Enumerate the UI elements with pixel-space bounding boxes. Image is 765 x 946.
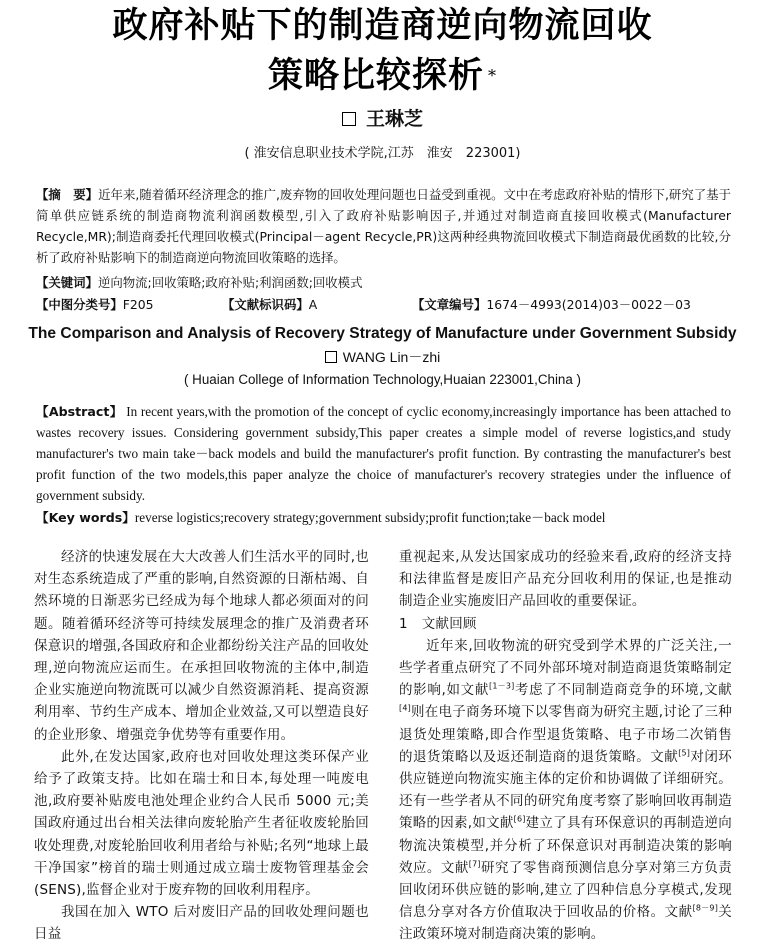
keywords-cn-label: 【关键词】	[36, 275, 98, 290]
clc-label: 【中图分类号】	[36, 297, 123, 312]
text-run: 建立了具有环保意识的再制造逆向物流决策模型,并分析了环保意识对再制造决策的影响效应。文献	[399, 815, 733, 876]
section-heading	[399, 613, 732, 635]
title-line-1: 政府补贴下的制造商逆向物流回收	[112, 5, 653, 46]
affiliation-en: ( Huaian College of Information Technology,Huaian 223001,China )	[183, 372, 581, 387]
body-paragraph: 经济的快速发展在大大改善人们生活水平的同时,也对生态系统造成了严重的影响,自然资源的日渐枯竭、自然环境的日渐恶劣已经成为每个地球人都必须面对的问题。随着循环经济等可持续发展理念的推广及消费者环保意识的增强,各国政府和企业都纷纷关注产品的回收处理,逆向物流应运而生。在承担回收物流的主体中,制造企业实施逆向物流既可以减少自然资源消耗、提高资源利用率、节约生产成本、增加企业效益,又可以塑造良好的企业形象、增强竞争优势等有重要作用。	[34, 549, 369, 743]
doc-code-label: 【文献标识码】	[222, 297, 309, 312]
affiliation-cn: ( 淮安信息职业技术学院,江苏 淮安 223001)	[244, 146, 521, 161]
citation: [6]	[513, 814, 526, 824]
text-run: 研究了零售商预测信息分享对第三方负责回收闭环供应链的影响,建立了四种信息分享模式,发现信息分享对各方价值取决于回收品的价格。文献	[399, 859, 732, 921]
keywords-en-label: 【Key words】	[36, 510, 135, 525]
title-line-2-text: 策略比较探析	[267, 55, 484, 96]
classification-meta	[36, 294, 731, 315]
text-run: 对闭环供应链逆向物流实施主体的定价和协调做了详细研究。还有一些学者从不同的研究角度考察了影响回收再制造策略的因素,如文献	[399, 748, 733, 832]
text-run: 关注政策环境对制造商决策的影响。	[399, 904, 732, 943]
text-run: 则在电子商务环境下以零售商为研究主题,讨论了三种退货处理策略,即合作型退货策略、电子市场二次销售的退货策略以及返还制造商的退货策略。文献	[399, 704, 732, 765]
keywords-cn-text: 逆向物流;回收策略;政府补贴;利润函数;回收模式	[97, 275, 363, 290]
citation: [8－9]	[692, 903, 719, 913]
article-number-label: 【文章编号】	[412, 297, 487, 312]
body-column-left	[34, 546, 369, 946]
author-en	[0, 347, 765, 367]
abstract-en-label: 【Abstract】	[36, 404, 123, 419]
title-en: The Comparison and Analysis of Recovery Strategy of Manufacture under Government Subsidy	[28, 325, 737, 342]
author-box-icon	[342, 112, 356, 126]
body-paragraph: 此外,在发达国家,政府也对回收处理这类环保产业给予了政策支持。比如在瑞士和日本,每处理一吨废电池,政府要补贴废电池处理企业约合人民币 5000 元;美国政府通过出台相关法律向废轮胎产生者征收废轮胎回收处理费,对废轮胎回收利用者给与补贴;名列“地球上最干净国家”榜首的瑞士则通过成立瑞士废物管理基金会(SENS),监督企业对于废弃物的回收利用程序。	[34, 748, 369, 899]
keywords-en-text: reverse logistics;recovery strategy;government subsidy;profit function;take－back model	[134, 510, 606, 525]
body-column-right	[399, 546, 732, 946]
abstract-en-text: In recent years,with the promotion of the concept of cyclic economy,increasingly importance has been attached to wastes recovery issues. Considering government subsidy,This paper creates a simple model of reverse logistics,and study manufacturer's two main take－back models and build the manufacturer's profit function. By contrasting the manufacturer's best profit function of the two models,this paper analyze the choice of manufacturer's recovery strategies under the influence of government subsidy.	[36, 404, 732, 503]
text-run: 近年来,回收物流的研究受到学术界的广泛关注,一些学者重点研究了不同外部环境对制造商退货策略制定的影响,如文献	[399, 637, 732, 699]
abstract-cn	[36, 184, 731, 268]
author-cn-name: 王琳芝	[365, 108, 423, 130]
section-number: 1	[399, 615, 408, 632]
author-en-box-icon	[325, 351, 337, 363]
body-paragraph: 我国在加入 WTO 后对废旧产品的回收处理问题也日益	[34, 904, 369, 943]
title-line-2	[0, 54, 765, 98]
author-cn	[0, 106, 765, 132]
citation: [1－3]	[489, 681, 515, 691]
clc-value: F205	[122, 297, 154, 312]
title-footnote-mark: *	[488, 66, 497, 85]
text-run: 考虑了不同制造商竞争的环境,文献	[514, 682, 732, 699]
author-en-name: WANG Lin－zhi	[342, 349, 441, 365]
citation: [5]	[678, 748, 691, 758]
article-number-value: 1674－4993(2014)03－0022－03	[486, 297, 691, 312]
citation: [7]	[468, 859, 481, 869]
body-paragraph	[399, 635, 732, 946]
body-paragraph: 重视起来,从发达国家成功的经验来看,政府的经济支持和法律监督是废旧产品充分回收利用的保证,也是推动制造企业实施废旧产品回收的重要保证。	[399, 549, 732, 610]
section-title: 文献回顾	[421, 615, 477, 632]
keywords-cn	[36, 272, 731, 293]
abstract-cn-text: 近年来,随着循环经济理念的推广,废弃物的回收处理问题也日益受到重视。文中在考虑政府补贴的情形下,研究了基于简单供应链系统的制造商物流利润函数模型,引入了政府补贴影响因子,并通过对制造商直接回收模式(Manufacturer Recycle,MR);制造商委托代理回收模式(Principal－agent Recycle,PR)这两种经典物流回收模式下制造商最优函数的比较,分析了政府补贴影响下的制造商逆向物流回收策略的选择。	[36, 187, 731, 265]
doc-code-value: A	[308, 297, 318, 312]
keywords-en	[36, 507, 731, 528]
abstract-cn-label: 【摘 要】	[36, 187, 99, 202]
abstract-en	[36, 401, 731, 506]
citation: [4]	[399, 703, 411, 713]
